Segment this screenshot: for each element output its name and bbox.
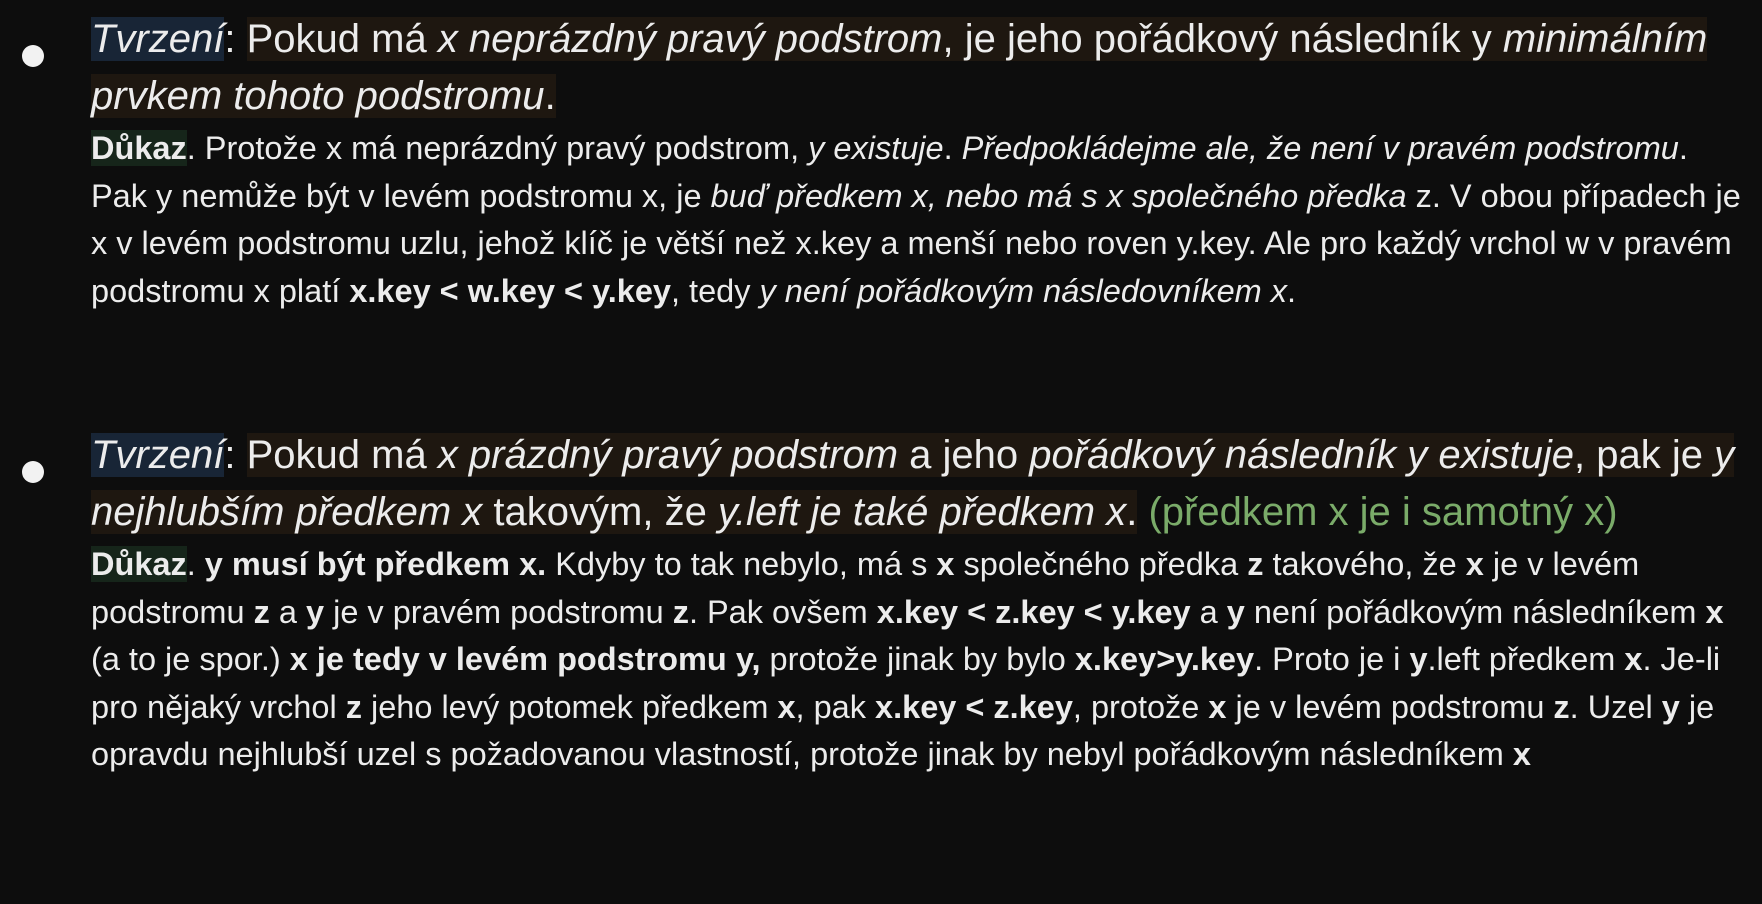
- proof: [91, 541, 1751, 779]
- text-run: je v pravém podstromu: [324, 593, 673, 630]
- text-run: y není pořádkovým následovníkem x: [759, 272, 1288, 309]
- claim-text: [91, 17, 1707, 118]
- text-run: z: [1247, 546, 1264, 582]
- item-content: [91, 427, 1751, 779]
- bullet-icon: [22, 461, 44, 483]
- text-run: z: [253, 593, 270, 630]
- text-run: , pak: [795, 688, 876, 725]
- text-run: y: [1226, 593, 1245, 630]
- text-run: .: [186, 546, 205, 582]
- text-run: . Uzel: [1569, 688, 1662, 725]
- text-run: x neprázdný pravý podstrom: [437, 17, 943, 61]
- text-run: , je jeho pořádkový následník y: [942, 17, 1503, 61]
- text-run: , protože: [1072, 688, 1209, 725]
- text-run: a: [269, 593, 306, 630]
- claim-separator: :: [224, 433, 247, 477]
- text-run: x.key < z.key < y.key: [876, 593, 1191, 630]
- claim-note: (předkem x je i samotný x): [1137, 490, 1618, 534]
- text-run: .: [1126, 490, 1138, 534]
- claim: [91, 11, 1751, 125]
- text-run: x: [1512, 736, 1531, 772]
- text-run: Předpokládejme ale, že není v pravém podstromu: [961, 130, 1679, 166]
- text-run: buď předkem x, nebo má s x společného předka: [710, 177, 1407, 214]
- text-run: . Pak ovšem: [688, 593, 877, 630]
- proof-label: Důkaz: [91, 130, 187, 166]
- text-run: . Protože x má neprázdný pravý podstrom,: [186, 130, 809, 166]
- text-run: x: [1705, 593, 1724, 630]
- text-run: y: [1661, 688, 1680, 725]
- claim-label: Tvrzení: [91, 433, 225, 477]
- text-run: .left předkem: [1427, 641, 1625, 677]
- bullet-icon: [22, 45, 44, 67]
- text-run: , pak je: [1573, 433, 1715, 477]
- text-run: a jeho: [898, 433, 1030, 477]
- text-run: .: [1287, 272, 1297, 309]
- text-run: x.key>y.key: [1074, 641, 1255, 677]
- text-run: x: [1208, 688, 1227, 725]
- text-run: y musí být předkem x.: [204, 546, 547, 582]
- text-run: minimálním prvkem tohoto podstromu: [91, 17, 1708, 118]
- text-run: je v levém podstromu: [91, 546, 1640, 630]
- proof-text: [91, 546, 1724, 772]
- text-run: x: [1624, 641, 1643, 677]
- text-run: , tedy: [670, 272, 760, 309]
- text-run: . Proto je i: [1254, 641, 1410, 677]
- text-run: x.key < z.key: [875, 688, 1073, 725]
- text-run: y nejhlubším předkem x: [91, 433, 1735, 534]
- text-run: takového, že: [1263, 546, 1466, 582]
- text-run: Pokud má: [246, 433, 438, 477]
- text-run: x.key < w.key < y.key: [349, 272, 671, 309]
- text-run: x: [777, 688, 796, 725]
- text-run: z: [1553, 688, 1570, 725]
- text-run: společného předka: [954, 546, 1248, 582]
- text-run: protože jinak by bylo: [760, 641, 1075, 677]
- text-run: takovým, že: [482, 490, 718, 534]
- text-run: Kdyby to tak nebylo, má s: [546, 546, 937, 582]
- text-run: y: [305, 593, 325, 630]
- text-run: y existuje: [808, 130, 944, 166]
- text-run: x prázdný pravý podstrom: [437, 433, 899, 477]
- text-run: y.left je také předkem x: [717, 490, 1127, 534]
- text-run: z: [345, 688, 362, 725]
- text-run: není pořádkovým následníkem: [1244, 593, 1706, 630]
- item-content: [91, 11, 1751, 315]
- claim-label: Tvrzení: [91, 17, 225, 61]
- text-run: . Pak y nemůže být v levém podstromu x, je: [91, 130, 1688, 214]
- proof-label: Důkaz: [91, 546, 187, 582]
- claim-separator: :: [224, 17, 247, 61]
- text-run: z. V obou případech je x v levém podstromu uzlu, jehož klíč je větší než x.key a menší nebo roven y.key. Ale pro každý vrchol w v pravém podstromu x platí: [91, 177, 1741, 309]
- text-run: pořádkový následník y existuje: [1029, 433, 1574, 477]
- text-run: (a to je spor.): [91, 641, 290, 677]
- text-run: .: [544, 74, 556, 118]
- proof-text: [91, 130, 1741, 309]
- claim: [91, 427, 1751, 541]
- text-run: x: [1465, 546, 1484, 582]
- text-run: Pokud má: [246, 17, 438, 61]
- text-run: x: [936, 546, 955, 582]
- text-run: z: [672, 593, 689, 630]
- text-run: . Je-li pro nějaký vrchol: [91, 641, 1721, 725]
- text-run: x je tedy v levém podstromu y,: [289, 641, 761, 677]
- text-run: je opravdu nejhlubší uzel s požadovanou vlastností, protože jinak by nebyl pořádkovým následníkem: [91, 688, 1715, 772]
- text-run: jeho levý potomek předkem: [361, 688, 778, 725]
- text-run: y: [1409, 641, 1428, 677]
- text-run: je v levém podstromu: [1226, 688, 1554, 725]
- proof: [91, 125, 1751, 315]
- text-run: a: [1190, 593, 1227, 630]
- text-run: .: [943, 130, 962, 166]
